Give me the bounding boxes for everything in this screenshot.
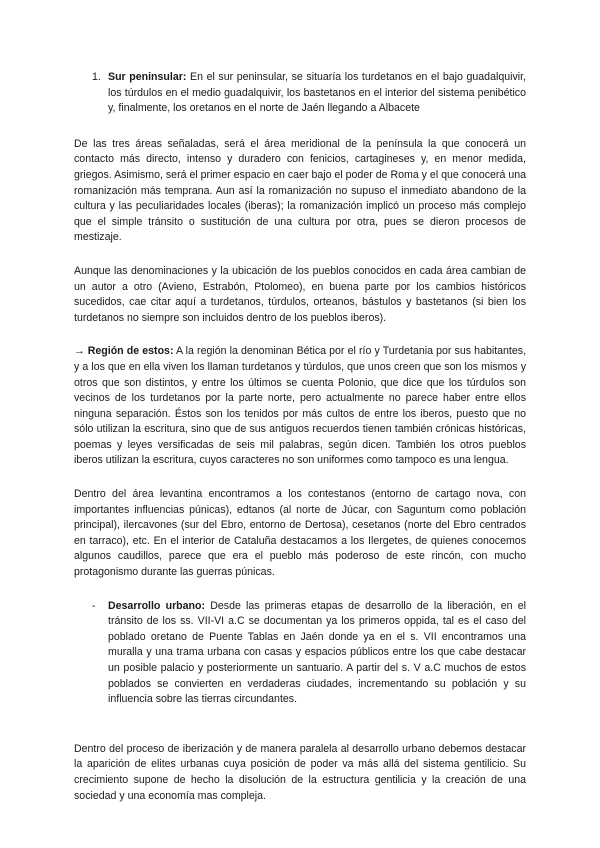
list-item-text: En el sur peninsular, se situaría los turdetanos en el bajo guadalquivir, los túrdulos en el medio guadalquivir, los bastetanos en el interior del sistema penibético y, finalmente, los oretanos en el norte de Jaén llegando a Albacete: [108, 71, 526, 115]
paragraph-region: [74, 344, 526, 469]
list-item-title: Desarrollo urbano:: [108, 599, 206, 612]
paragraph-levantina: Dentro del área levantina encontramos a los contestanos (entorno de cartago nova, con importantes influencias púnicas), edtanos (al norte de Júcar, con Saguntum como población principal), ilercavones (sur del Ebro, entorno de Dertosa), cesetanos (norte del Ebro centrados en tarraco), etc. En el interior de Cataluña destacamos a los Ilergetes, de quienes conocemos algunos caudillos, parece que era el pueblo más poderoso de este rincón, con mucho protagonismo durante las guerras púnicas.: [74, 488, 526, 579]
list-item-text: Desde las primeras etapas de desarrollo de la liberación, en el tránsito de los ss. VII-VI a.C se documentan ya los primeros oppida, tal es el caso del poblado oretano de Puente Tablas en Jaén donde ya en el s. VII encontramos una muralla y una trama urbana con casas y espacios públicos entre los que cabe destacar un posible palacio y posteriormente un santuario. A partir del s. V a.C muchos de estos poblados se convierten en verdaderas ciudades, incrementando su población y su influencia sobre las tierras circundantes.: [108, 599, 526, 706]
paragraph-denominaciones: Aunque las denominaciones y la ubicación de los pueblos conocidos en cada área cambian de un autor a otro (Avieno, Estrabón, Ptolomeo), en buena parte por los cambios históricos sucedidos, cae citar aquí a turdetanos, túrdulos, orteanos, bástulos y bastetanos (si bien los turdetanos no siempre son incluidos dentro de los pueblos iberos).: [74, 264, 526, 324]
region-text: A la región la denominan Bética por el río y Turdetania por sus habitantes, y a los que en ella viven los llaman turdetanos y túrdulos, que unos creen que son los mismos y otros que son distintos, y entre los últimos se cuenta Polonio, que dice que los túrdulos son vecinos de los turdetanos por la parte norte, pero actualmente no parece haber entre ellos ninguna separación. Éstos son los tenidos por más cultos de entre los iberos, puesto que no sólo utilizan la escritura, sino que de sus antiguos recuerdos tienen también crónicas históricas, poemas y leyes versificadas de seis mil palabras, según dicen. También los otros pueblos iberos utilizan la escritura, cuyos caracteres no son uniformes como tampoco es una lengua.: [74, 345, 527, 467]
list-item-sur-peninsular: [74, 70, 526, 117]
list-item-title: Sur peninsular:: [108, 71, 187, 83]
document-page: [74, 70, 526, 804]
list-number: 1.: [92, 71, 101, 83]
paragraph-areas: De las tres áreas señaladas, será el área meridional de la península la que conocerá un contacto más directo, intenso y duradero con fenicios, cartagineses y, en menor medida, griegos. Asimismo, será el primer espacio en caer bajo el poder de Roma y el que conocerá una romanización más temprana. Aun así la romanización no supuso el inmediato abandono de la cultura y las peculiaridades locales (iberas); la romanización implicó un proceso más complejo que el simple tránsito o sustitución de una cultura por otra, pues se dieron procesos de mestizaje.: [74, 137, 526, 244]
arrow-icon: →: [74, 345, 85, 358]
list-bullet: -: [92, 599, 96, 612]
list-item-desarrollo-urbano: [74, 599, 526, 708]
paragraph-iberizacion: Dentro del proceso de iberización y de manera paralela al desarrollo urbano debemos destacar la aparición de elites urbanas cuya posición de poder va más allá del sistema gentilicio. Su crecimiento supone de hecho la disolución de la estructura gentilicia y la creación de una sociedad y una economía mas compleja.: [74, 742, 526, 802]
region-title: Región de estos:: [87, 345, 174, 358]
